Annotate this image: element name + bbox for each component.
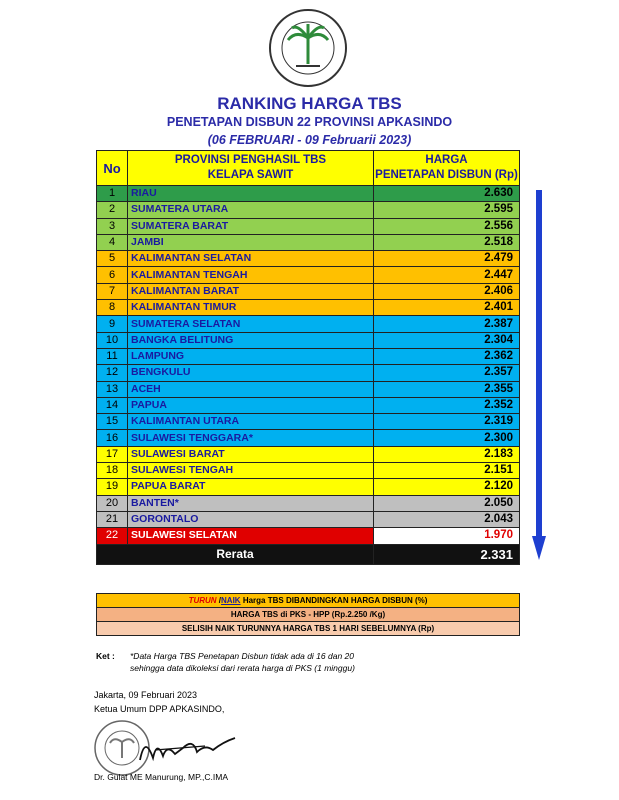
row-price: 2.556 [374,218,520,234]
table-row [97,528,520,544]
row-number: 12 [97,365,128,381]
row-price: 2.362 [374,348,520,364]
header-province-line2: KELAPA SAWIT [207,169,294,181]
row-number: 16 [97,430,128,446]
row-province: KALIMANTAN SELATAN [128,251,374,267]
row-price: 2.357 [374,365,520,381]
row-province: LAMPUNG [128,348,374,364]
row-province: KALIMANTAN TIMUR [128,300,374,316]
rerata-label: Rerata [97,544,374,564]
table-row [97,414,520,430]
table-row [97,495,520,511]
ket-label: Ket : [96,651,115,661]
table-row [97,463,520,479]
row-number: 11 [97,348,128,364]
row-price: 2.355 [374,381,520,397]
row-province: BANGKA BELITUNG [128,332,374,348]
header-price [374,151,520,186]
table-row [97,234,520,250]
table-row [97,511,520,527]
ranking-table [96,150,520,565]
row-price: 2.479 [374,251,520,267]
row-province: KALIMANTAN UTARA [128,414,374,430]
row-province: KALIMANTAN BARAT [128,283,374,299]
table-row [97,186,520,202]
table-row [97,202,520,218]
row-price: 2.401 [374,300,520,316]
legend-hpp: HARGA TBS di PKS - HPP (Rp.2.250 /Kg) [96,607,520,622]
row-price: 2.304 [374,332,520,348]
table-row [97,365,520,381]
table-row [97,446,520,462]
row-number: 4 [97,234,128,250]
page-subtitle: PENETAPAN DISBUN 22 PROVINSI APKASINDO [166,115,453,129]
row-number: 14 [97,397,128,413]
legend-turun-naik [96,593,520,608]
row-number: 19 [97,479,128,495]
row-number: 20 [97,495,128,511]
legend-slash: / [216,596,222,605]
row-province: PAPUA BARAT [128,479,374,495]
legend-turun: TURUN [188,596,217,605]
table-row [97,332,520,348]
row-number: 18 [97,463,128,479]
row-number: 5 [97,251,128,267]
row-province: PAPUA [128,397,374,413]
legend-naik: NAIK [221,596,241,605]
row-price: 2.447 [374,267,520,283]
row-province: SULAWESI TENGGARA* [128,430,374,446]
row-number: 7 [97,283,128,299]
row-province: SUMATERA SELATAN [128,316,374,332]
row-price: 2.300 [374,430,520,446]
table-row [97,397,520,413]
header-no: No [97,151,128,186]
table-row [97,430,520,446]
down-arrow-icon [532,190,546,560]
header-price-line2: PENETAPAN DISBUN (Rp) [375,169,518,181]
row-number: 10 [97,332,128,348]
note-line2: sehingga data dikoleksi dari rerata harga di PKS (1 minggu) [130,663,355,673]
page-title: RANKING HARGA TBS [217,94,402,113]
row-price: 2.630 [374,186,520,202]
row-number: 17 [97,446,128,462]
table-row [97,283,520,299]
row-number: 13 [97,381,128,397]
row-province: SULAWESI TENGAH [128,463,374,479]
table-row [97,300,520,316]
row-province: GORONTALO [128,511,374,527]
row-price: 2.151 [374,463,520,479]
row-price: 2.183 [374,446,520,462]
header-province [128,151,374,186]
row-price: 2.595 [374,202,520,218]
apkasindo-logo [268,8,348,88]
row-province: RIAU [128,186,374,202]
row-province: SUMATERA BARAT [128,218,374,234]
row-price: 2.043 [374,511,520,527]
table-row [97,251,520,267]
signer-name: Dr. Gulat ME Manurung, MP.,C.IMA [94,772,228,782]
row-number: 2 [97,202,128,218]
row-province: SULAWESI SELATAN [128,528,374,544]
table-row [97,267,520,283]
table-row [97,381,520,397]
row-price: 2.518 [374,234,520,250]
rerata-value: 2.331 [374,544,520,564]
rerata-row [97,544,520,564]
row-province: SUMATERA UTARA [128,202,374,218]
row-number: 21 [97,511,128,527]
row-province: BENGKULU [128,365,374,381]
row-price: 1.970 [374,528,520,544]
row-price: 2.406 [374,283,520,299]
row-number: 22 [97,528,128,544]
table-header-row [97,151,520,186]
table-row [97,348,520,364]
place-date: Jakarta, 09 Februari 2023 [94,690,198,700]
row-number: 1 [97,186,128,202]
table-row [97,479,520,495]
row-number: 8 [97,300,128,316]
row-number: 3 [97,218,128,234]
row-province: KALIMANTAN TENGAH [128,267,374,283]
legend-line1-rest: Harga TBS DIBANDINGKAN HARGA DISBUN (%) [240,596,428,605]
row-price: 2.352 [374,397,520,413]
row-price: 2.387 [374,316,520,332]
row-price: 2.050 [374,495,520,511]
row-province: SULAWESI BARAT [128,446,374,462]
row-province: BANTEN* [128,495,374,511]
row-number: 6 [97,267,128,283]
legend-selisih: SELISIH NAIK TURUNNYA HARGA TBS 1 HARI SEBELUMNYA (Rp) [96,621,520,636]
row-number: 15 [97,414,128,430]
row-price: 2.120 [374,479,520,495]
row-price: 2.319 [374,414,520,430]
header-province-line1: PROVINSI PENGHASIL TBS [174,154,327,166]
period-label: (06 FEBRUARI - 09 Februarii 2023) [207,133,412,147]
row-province: JAMBI [128,234,374,250]
table-row [97,218,520,234]
handwritten-signature [135,730,245,770]
signer-position: Ketua Umum DPP APKASINDO, [94,704,225,714]
note-line1: *Data Harga TBS Penetapan Disbun tidak ada di 16 dan 20 [130,651,354,661]
table-row [97,316,520,332]
header-price-line1: HARGA [425,154,468,166]
row-province: ACEH [128,381,374,397]
row-number: 9 [97,316,128,332]
